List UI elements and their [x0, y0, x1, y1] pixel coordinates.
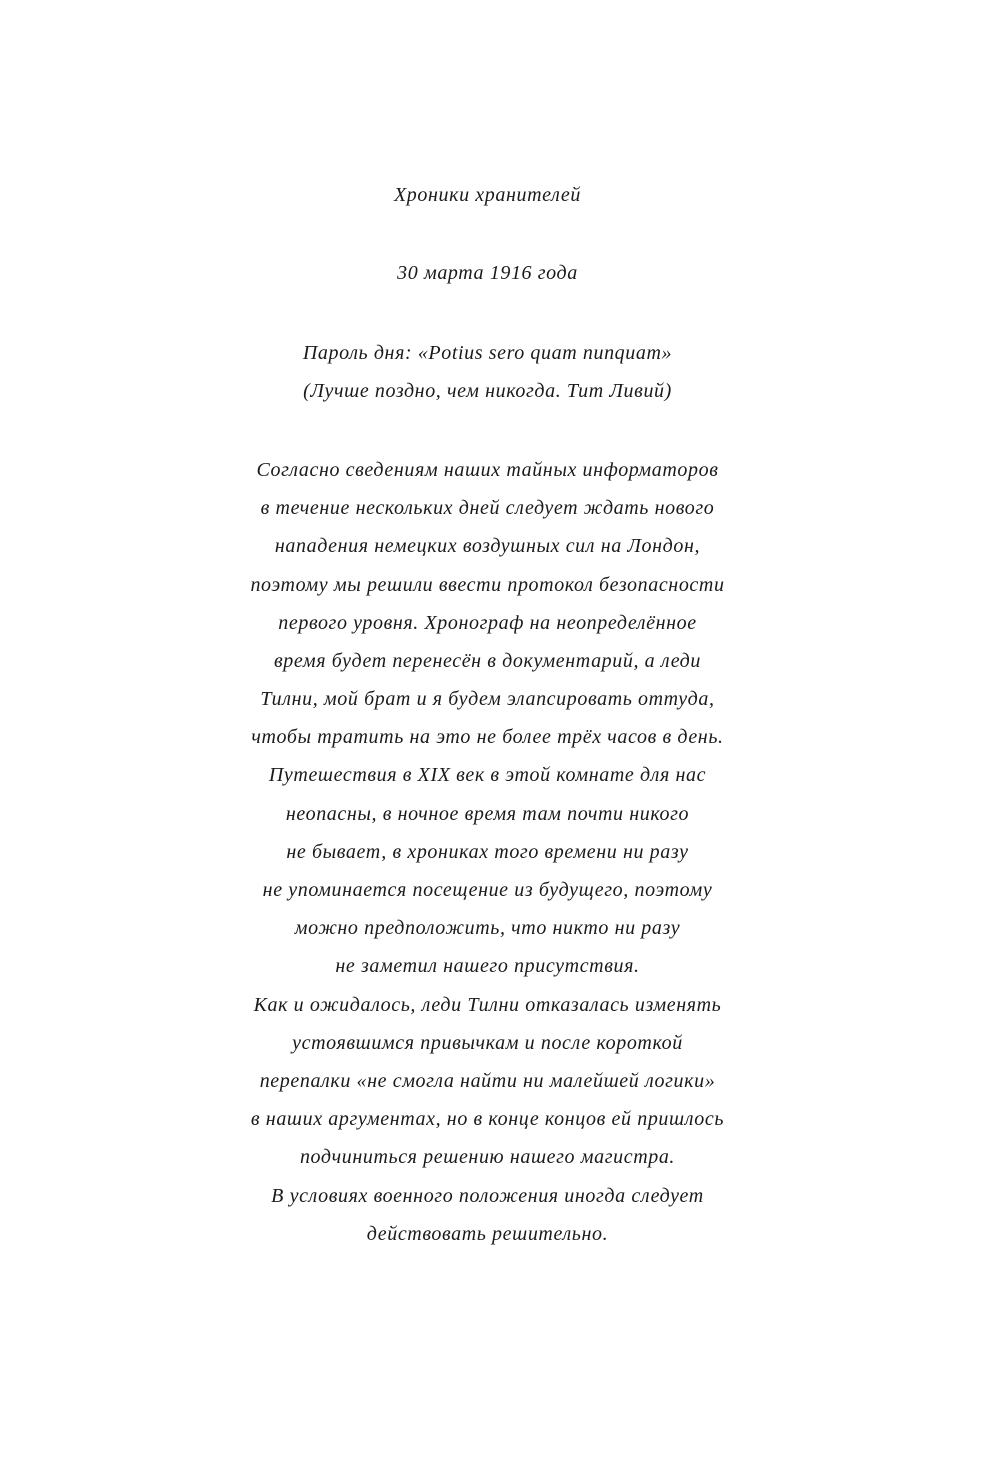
body-line: устоявшимся привычкам и после короткой [292, 1032, 683, 1054]
body-line: неопасны, в ночное время там почти никого [285, 803, 690, 825]
body-line: подчиниться решению нашего магистра. [299, 1146, 676, 1168]
body-line: чтобы тратить на это не более трёх часов в день. [251, 726, 724, 748]
body-line: Тилни, мой брат и я будем элапсировать оттуда, [260, 688, 715, 710]
body-line: первого уровня. Хронограф на неопределённое [278, 612, 697, 634]
body-line: в наших аргументах, но в конце концов ей пришлось [250, 1108, 725, 1130]
password-line: Пароль дня: «Potius sero quam nunquam» [302, 342, 673, 364]
body-line: время будет перенесён в документарий, а леди [273, 650, 701, 672]
chronicle-date: 30 марта 1916 года [397, 262, 578, 284]
body-line: не упоминается посещение из будущего, поэтому [262, 879, 713, 901]
body-line: Согласно сведениям наших тайных информаторов [256, 459, 719, 481]
body-line: можно предположить, что никто ни разу [294, 917, 681, 939]
chapter-title: Хроники хранителей [393, 184, 581, 206]
password-translation: (Лучше поздно, чем никогда. Тит Ливий) [303, 380, 672, 402]
body-line: действовать решительно. [366, 1223, 609, 1245]
body-line: перепалки «не смогла найти ни малейшей логики» [259, 1070, 716, 1092]
body-line: не заметил нашего присутствия. [335, 955, 640, 977]
body-line: В условиях военного положения иногда следует [271, 1185, 704, 1207]
body-line: Как и ожидалось, леди Тилни отказалась изменять [253, 994, 722, 1016]
body-line: в течение нескольких дней следует ждать нового [260, 497, 715, 519]
body-line: нападения немецких воздушных сил на Лондон, [274, 535, 701, 557]
body-line: поэтому мы решили ввести протокол безопасности [250, 574, 725, 596]
body-line: не бывает, в хрониках того времени ни разу [286, 841, 689, 863]
body-line: Путешествия в XIX век в этой комнате для нас [268, 764, 707, 786]
